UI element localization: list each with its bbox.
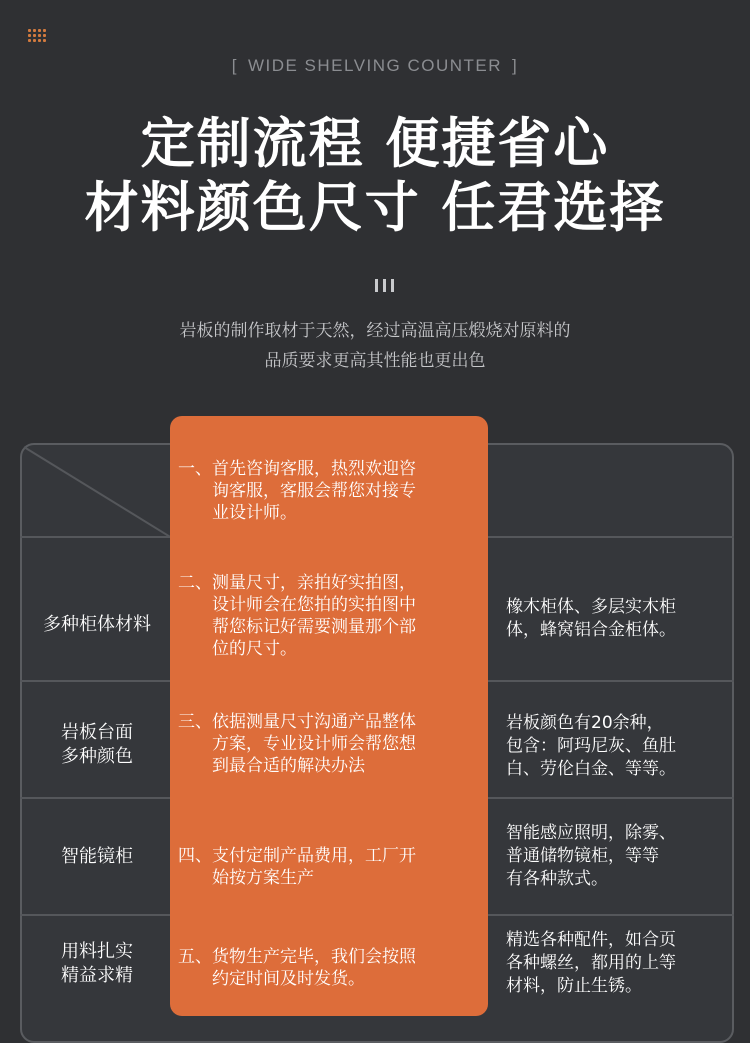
detail-line: 各种螺丝，都用的上等 <box>506 953 676 973</box>
step-3 <box>178 711 478 777</box>
step-4 <box>178 845 478 889</box>
step-text-line: 到最合适的解决办法 <box>212 756 365 776</box>
step-text-line: 询客服，客服会帮您对接专 <box>212 481 416 501</box>
eyebrow-text: WIDE SHELVING COUNTER <box>247 56 503 75</box>
grid-dots-icon <box>28 29 46 43</box>
feature-detail <box>506 822 724 891</box>
detail-line: 包含：阿玛尼灰、鱼肚 <box>506 736 676 756</box>
headline-line-2: 材料颜色尺寸 任君选择 <box>84 176 666 239</box>
step-1 <box>178 458 478 524</box>
detail-line: 有各种款式。 <box>506 869 608 889</box>
feature-label: 智能镜柜 <box>61 846 133 867</box>
step-text-line: 业设计师。 <box>212 503 297 523</box>
step-number: 三、 <box>178 712 212 732</box>
step-text <box>212 458 478 524</box>
label-line: 用料扎实 <box>61 941 133 962</box>
step-text-line: 测量尺寸，亲拍好实拍图， <box>212 573 416 593</box>
step-5 <box>178 946 478 990</box>
detail-line: 岩板颜色有20余种， <box>506 713 664 733</box>
step-number: 四、 <box>178 846 212 866</box>
step-text <box>212 946 478 990</box>
detail-line: 普通储物镜柜，等等 <box>506 846 659 866</box>
step-text-line: 支付定制产品费用，工厂开 <box>212 846 416 866</box>
detail-line: 材料，防止生锈。 <box>506 976 642 996</box>
detail-line: 体，蜂窝铝合金柜体。 <box>506 620 676 640</box>
label-line: 多种颜色 <box>61 746 133 767</box>
label-line: 岩板台面 <box>61 722 133 743</box>
headline-line-1: 定制流程 便捷省心 <box>140 112 610 175</box>
step-number: 一、 <box>178 459 212 479</box>
step-text-line: 方案，专业设计师会帮您想 <box>212 734 416 754</box>
step-number: 五、 <box>178 947 212 967</box>
feature-detail <box>506 596 724 642</box>
bracket-left: [ <box>231 56 238 75</box>
feature-label <box>22 940 172 988</box>
step-text-line: 始按方案生产 <box>212 868 314 888</box>
step-text <box>212 572 478 660</box>
step-text-line: 货物生产完毕，我们会按照 <box>212 947 416 967</box>
step-number: 二、 <box>178 573 212 593</box>
eyebrow-label <box>0 56 750 76</box>
step-text-line: 位的尺寸。 <box>212 639 297 659</box>
step-text-line: 帮您标记好需要测量那个部 <box>212 617 416 637</box>
header-diagonal-divider <box>20 443 172 538</box>
step-text <box>212 845 478 889</box>
divider-bars-icon <box>370 279 398 293</box>
detail-line: 白、劳伦白金、等等。 <box>506 759 676 779</box>
intro-line-2: 品质要求更高其性能也更出色 <box>264 351 486 371</box>
feature-detail <box>506 712 724 781</box>
intro-line-1: 岩板的制作取材于天然，经过高温高压煅烧对原料的 <box>179 321 571 341</box>
feature-detail <box>506 929 724 998</box>
step-text-line: 约定时间及时发货。 <box>212 969 365 989</box>
feature-label: 多种柜体材料 <box>43 614 151 635</box>
step-text <box>212 711 478 777</box>
label-line: 精益求精 <box>61 965 133 986</box>
bracket-right: ] <box>512 56 519 75</box>
detail-line: 精选各种配件，如合页 <box>506 930 676 950</box>
step-text-line: 依据测量尺寸沟通产品整体 <box>212 712 416 732</box>
detail-line: 橡木柜体、多层实木柜 <box>506 597 676 617</box>
step-text-line: 首先咨询客服，热烈欢迎咨 <box>212 459 416 479</box>
feature-label <box>22 721 172 769</box>
detail-line: 智能感应照明，除雾、 <box>506 823 676 843</box>
step-text-line: 设计师会在您拍的实拍图中 <box>212 595 416 615</box>
step-2 <box>178 572 478 660</box>
